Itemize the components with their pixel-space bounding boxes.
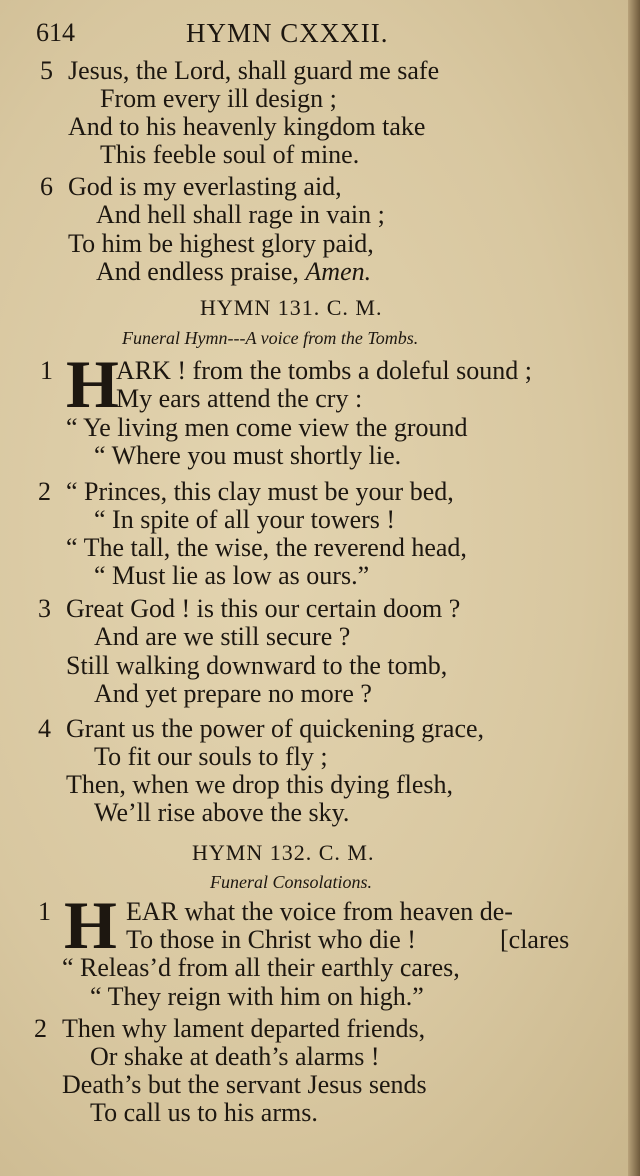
hymn-heading: HYMN 131. C. M. [200, 295, 383, 320]
verse-line: “ The tall, the wise, the reverend head, [66, 533, 467, 562]
drop-cap: H [64, 887, 117, 963]
verse-line: Jesus, the Lord, shall guard me safe [68, 56, 440, 85]
verse-line: My ears attend the cry : [116, 384, 363, 413]
verse-line: “ Princes, this clay must be your bed, [66, 477, 454, 506]
verse-line: And yet prepare no more ? [94, 679, 372, 708]
verse-line: To him be highest glory paid, [68, 229, 374, 258]
verse-line: “ They reign with him on high.” [90, 982, 424, 1011]
verse-line: Death’s but the servant Jesus sends [62, 1070, 427, 1099]
verse-number: 3 [38, 594, 51, 623]
verse-line: From every ill design ; [100, 84, 337, 113]
verse-line: Still walking downward to the tomb, [66, 651, 448, 680]
verse-number: 1 [40, 356, 53, 385]
verse-line: This feeble soul of mine. [100, 140, 360, 169]
verse-number: 6 [40, 172, 53, 201]
verse-line: ARK ! from the tombs a doleful sound ; [116, 356, 532, 385]
hymn-heading: HYMN 132. C. M. [192, 840, 375, 865]
verse-line: To those in Christ who die ! [126, 925, 416, 954]
verse-line: “ In spite of all your towers ! [94, 505, 396, 534]
verse-line: Then why lament departed friends, [62, 1014, 426, 1043]
verse-number: 1 [38, 897, 51, 926]
verse-number: 2 [38, 477, 51, 506]
verse-number: 2 [34, 1014, 47, 1043]
verse-line: “ Ye living men come view the ground [66, 413, 468, 442]
verse-line: God is my everlasting aid, [68, 172, 342, 201]
drop-cap: H [66, 346, 119, 422]
verse-line: Grant us the power of quickening grace, [66, 714, 485, 743]
hymn-subtitle: Funeral Consolations. [210, 872, 373, 892]
verse-line: To fit our souls to fly ; [94, 742, 328, 771]
verse-line: And endless praise, Amen. [96, 257, 372, 286]
verse-line: “ Where you must shortly lie. [94, 441, 402, 470]
verse-line: We’ll rise above the sky. [94, 798, 350, 827]
verse-line: “ Releas’d from all their earthly cares, [62, 953, 460, 982]
verse-line: Or shake at death’s alarms ! [90, 1042, 380, 1071]
verse-line: And are we still secure ? [94, 622, 351, 651]
verse-line: And to his heavenly kingdom take [68, 112, 426, 141]
verse-line: EAR what the voice from heaven de- [126, 897, 513, 926]
page-edge [628, 0, 640, 1176]
verse-number: 5 [40, 56, 53, 85]
page-header [36, 18, 616, 58]
verse-line: Great God ! is this our certain doom ? [66, 594, 461, 623]
verse-line: And hell shall rage in vain ; [96, 200, 385, 229]
verse-line: “ Must lie as low as ours.” [94, 561, 370, 590]
verse-line: To call us to his arms. [90, 1098, 318, 1127]
verse-line-carryover: [clares [500, 925, 570, 954]
verse-number: 4 [38, 714, 51, 743]
verse-line: Then, when we drop this dying flesh, [66, 770, 454, 799]
running-title: HYMN CXXXII. [186, 18, 389, 48]
page-number: 614 [36, 18, 75, 47]
hymn-subtitle: Funeral Hymn---A voice from the Tombs. [122, 328, 419, 348]
